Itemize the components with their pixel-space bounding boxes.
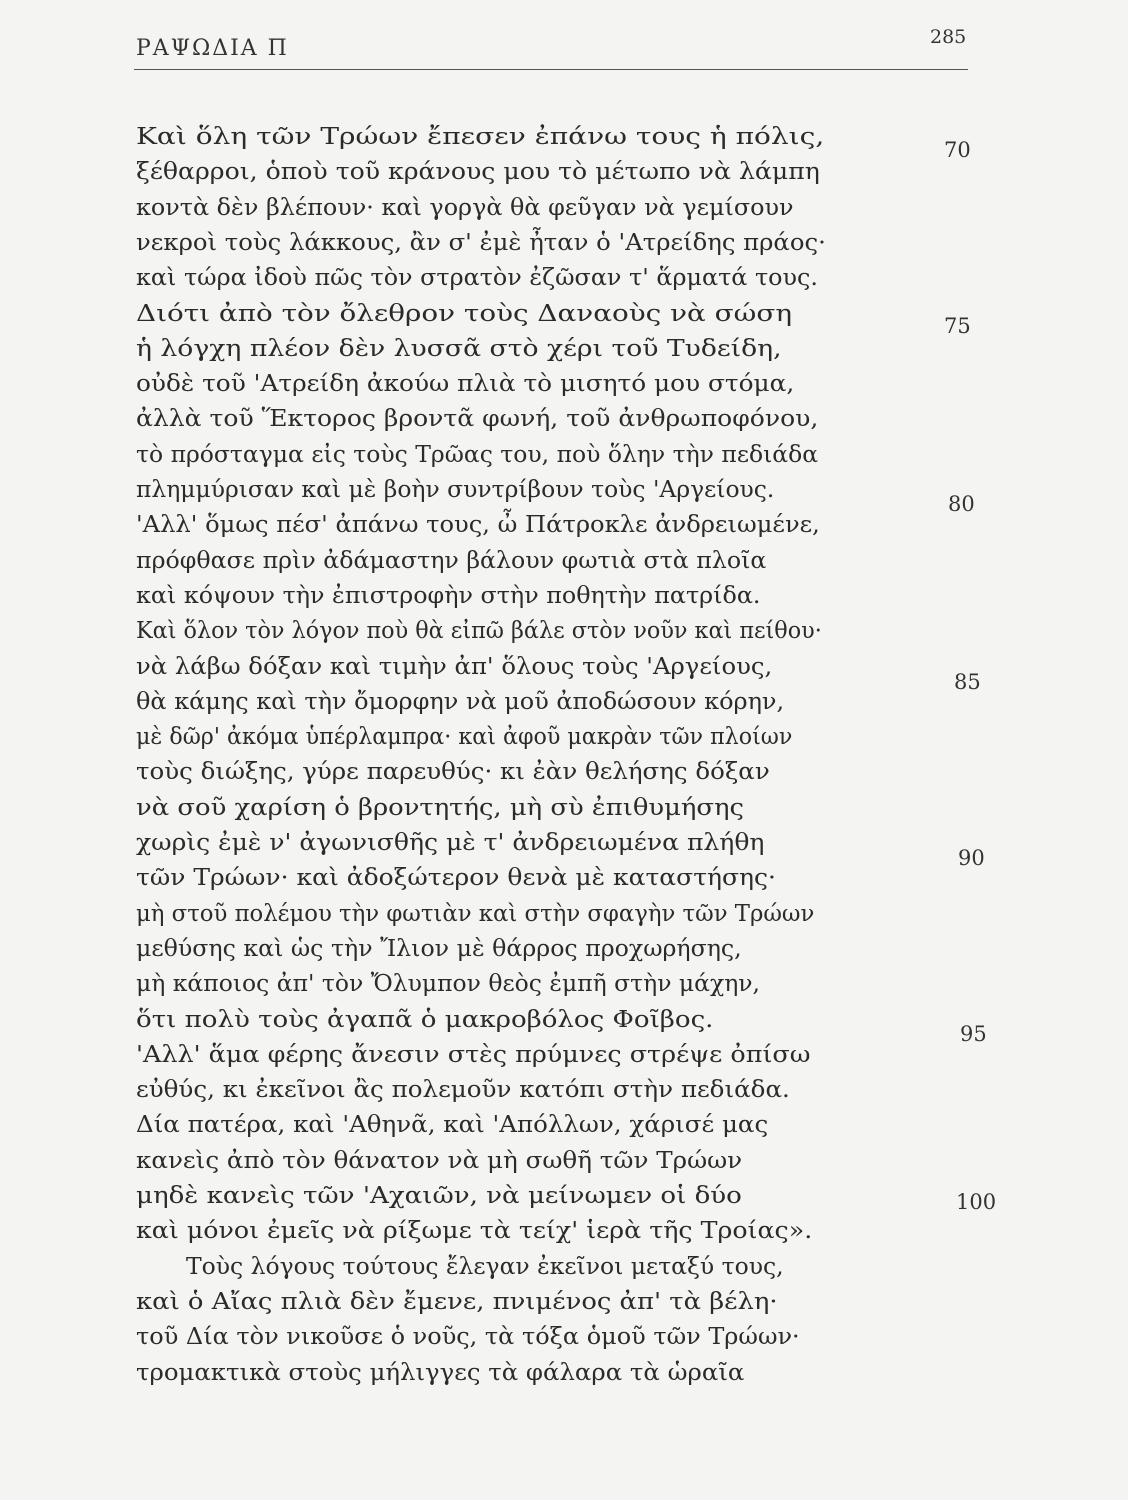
verse-line: κοντὰ δὲν βλέπουν· καὶ γοργὰ θὰ φεῦγαν νὰ γεμίσουν: [136, 192, 794, 221]
verse-line: Διότι ἀπὸ τὸν ὄλεθρον τοὺς Δαναοὺς νὰ σώση: [136, 298, 793, 327]
verse-line: πρόφθασε πρὶν ἀδάμαστην βάλουν φωτιὰ στὰ πλοῖα: [136, 545, 767, 574]
verse-line: νὰ σοῦ χαρίση ὁ βροντητής, μὴ σὺ ἐπιθυμήσης: [136, 792, 745, 821]
verse-line: ξέθαρροι, ὁποὺ τοῦ κράνους μου τὸ μέτωπο νὰ λάμπη: [136, 157, 820, 186]
verse-line: Δία πατέρα, καὶ 'Αθηνᾶ, καὶ 'Απόλλων, χάρισέ μας: [136, 1110, 769, 1139]
verse-line: ὅτι πολὺ τοὺς ἀγαπᾶ ὁ μακροβόλος Φοῖβος.: [136, 1004, 714, 1033]
header-rule: [134, 69, 968, 70]
line-number: 100: [956, 1190, 997, 1214]
verse-line: θὰ κάμης καὶ τὴν ὄμορφην νὰ μοῦ ἀποδώσουν κόρην,: [136, 686, 785, 715]
verse-line: τοὺς διώξης, γύρε παρευθύς· κι ἐὰν θελήσης δόξαν: [136, 757, 770, 786]
verse-line: καὶ τώρα ἰδοὺ πῶς τὸν στρατὸν ἐζῶσαν τ' ἅρματά τους.: [136, 263, 818, 292]
verse-line: νεκροὶ τοὺς λάκκους, ἂν σ' ἐμὲ ἦταν ὁ 'Ατρείδης πράος·: [136, 227, 826, 256]
verse-line: εὐθύς, κι ἐκεῖνοι ἂς πολεμοῦν κατόπι στὴν πεδιάδα.: [136, 1075, 790, 1104]
verse-line: Καὶ ὅλον τὸν λόγον ποὺ θὰ εἰπῶ βάλε στὸν νοῦν καὶ πείθου·: [136, 616, 822, 645]
line-number: 75: [944, 314, 971, 338]
line-number: 70: [944, 138, 971, 162]
line-number: 90: [958, 846, 985, 870]
verse-line: Καὶ ὅλη τῶν Τρώων ἔπεσεν ἐπάνω τους ἡ πόλις,: [136, 122, 825, 150]
verse-line: κανεὶς ἀπὸ τὸν θάνατον νὰ μὴ σωθῆ τῶν Τρώων: [136, 1145, 743, 1174]
verse-line: τὸ πρόσταγμα εἰς τοὺς Τρῶας του, ποὺ ὅλην τὴν πεδιάδα: [136, 439, 819, 468]
line-number: 80: [948, 492, 975, 516]
verse-line: οὐδὲ τοῦ 'Ατρείδη ἀκούω πλιὰ τὸ μισητό μου στόμα,: [136, 369, 795, 398]
verse-line: ἀλλὰ τοῦ Ἕκτορος βροντᾶ φωνή, τοῦ ἀνθρωποφόνου,: [136, 404, 819, 433]
verse-line: καὶ ὁ Αἴας πλιὰ δὲν ἔμενε, πνιμένος ἀπ' τὰ βέλη·: [136, 1286, 778, 1315]
running-head-title: ΡΑΨΩΔΙΑ Π: [136, 36, 289, 61]
verse-line: πλημμύρισαν καὶ μὲ βοὴν συντρίβουν τοὺς 'Αργείους.: [136, 475, 775, 503]
line-number: 95: [960, 1022, 987, 1046]
verse-line: καὶ κόψουν τὴν ἐπιστροφὴν στὴν ποθητὴν πατρίδα.: [136, 580, 761, 609]
verse-line: 'Αλλ' ἅμα φέρης ἄνεσιν στὲς πρύμνες στρέψε ὀπίσω: [136, 1039, 811, 1068]
verse-line: τρομακτικὰ στοὺς μήλιγγες τὰ φάλαρα τὰ ὡραῖα: [136, 1357, 745, 1386]
verse-line: χωρὶς ἐμὲ ν' ἀγωνισθῆς μὲ τ' ἀνδρειωμένα πλήθη: [136, 828, 765, 856]
verse-line: μηδὲ κανεὶς τῶν 'Αχαιῶν, νὰ μείνωμεν οἱ δύο: [136, 1181, 742, 1209]
verse-line: Τοὺς λόγους τούτους ἔλεγαν ἐκεῖνοι μεταξύ τους,: [186, 1251, 784, 1280]
verse-line: μεθύσης καὶ ὡς τὴν Ἴλιον μὲ θάρρος προχωρήσης,: [136, 933, 742, 962]
verse-line: μὲ δῶρ' ἀκόμα ὑπέρλαμπρα· καὶ ἀφοῦ μακρὰν τῶν πλοίων: [136, 722, 793, 751]
verse-line: μὴ στοῦ πολέμου τὴν φωτιὰν καὶ στὴν σφαγὴν τῶν Τρώων: [136, 898, 815, 927]
verse-line: τοῦ Δία τὸν νικοῦσε ὁ νοῦς, τὰ τόξα ὁμοῦ τῶν Τρώων·: [136, 1322, 800, 1351]
verse-line: νὰ λάβω δόξαν καὶ τιμὴν ἀπ' ὅλους τοὺς 'Αργείους,: [136, 651, 773, 680]
verse-line: καὶ μόνοι ἐμεῖς νὰ ρίξωμε τὰ τείχ' ἱερὰ τῆς Τροίας».: [136, 1216, 813, 1245]
verse-line: ἡ λόγχη πλέον δὲν λυσσᾶ στὸ χέρι τοῦ Τυδείδη,: [136, 333, 782, 362]
line-number: 85: [954, 670, 981, 694]
page-number: 285: [930, 26, 967, 48]
verse-line: 'Αλλ' ὅμως πέσ' ἀπάνω τους, ὦ Πάτροκλε ἀνδρειωμένε,: [136, 510, 820, 539]
verse-line: μὴ κάποιος ἀπ' τὸν Ὄλυμπον θεὸς ἐμπῆ στὴν μάχην,: [136, 969, 761, 998]
verse-line: τῶν Τρώων· καὶ ἀδοξώτερον θενὰ μὲ καταστήσης·: [136, 863, 776, 892]
